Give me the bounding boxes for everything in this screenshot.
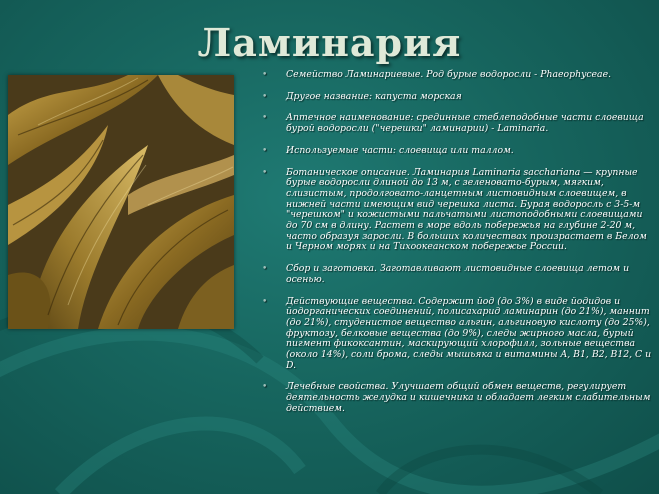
bullet-icon: • [262,264,268,275]
list-item-harvesting: • Сбор и заготовка. Заготавливают листовидные слоевища летом и осенью. [262,263,630,285]
kelp-photo [8,75,234,329]
bullet-icon: • [262,296,268,307]
list-item-other-name: • Другое название: капуста морская [262,90,462,102]
slide-title: Ламинария [197,20,462,65]
list-item-pharmacy-name: • Аптечное наименование: срединные стеблеподобные части слоевища бурой водоросли ("черешки" ламинарии) - Laminaria. [262,112,644,135]
list-item-active-substances: • Действующие вещества. Содержит йод (до 3%) в виде йодидов и йодорганических соединений, полисахарид ламинарин (до 21%), маннит (до 21%), студенистое вещество альгин, альгиновую кислоту (до 25%), фруктозу, белковые вещества (до 9%), следы жирного масла, бурый пигмент фикоксантин, маскирующий хлорофилл, зольные вещества (около 14%), соли брома, следы мышьяка и витамины A, B1, B2, B12, C и D. [262,295,652,371]
list-item-botanical-description: • Ботаническое описание. Ламинария Laminaria sacchariana — крупные бурые водоросли длиной до 13 м, с зеленовато-бурым, мягким, слизистым, продолговато-ланцетным листовидным слоевищем, в нижней части имеющим вид черешка листа. Бурая водоросль с 3-5-м "черешком" и кожистыми пальчатыми листоподобными слоевищами до 70 см в длину. Растет в море вдоль побережья на глубине 2-20 м, часто образуя заросли. В больших количествах произрастает в Белом и Черном морях и на Тихоокеанском побережье России. [262,166,647,253]
bullet-icon: • [262,167,268,178]
bullet-icon: • [262,91,268,102]
bullet-icon: • [262,113,268,124]
list-item-used-parts: • Используемые части: слоевища или таллом. [262,144,514,156]
list-item-healing-properties: • Лечебные свойства. Улучшает общий обмен веществ, регулирует деятельность желудка и кишечника и обладает легким слабительным действием. [262,381,651,414]
bullet-icon: • [262,382,268,393]
list-item-family: • Семейство Ламинариевые. Род бурые водоросли - Phaeophyceae. [262,69,612,80]
bullet-icon: • [262,70,268,80]
description-list [262,70,654,426]
bullet-icon: • [262,145,268,156]
